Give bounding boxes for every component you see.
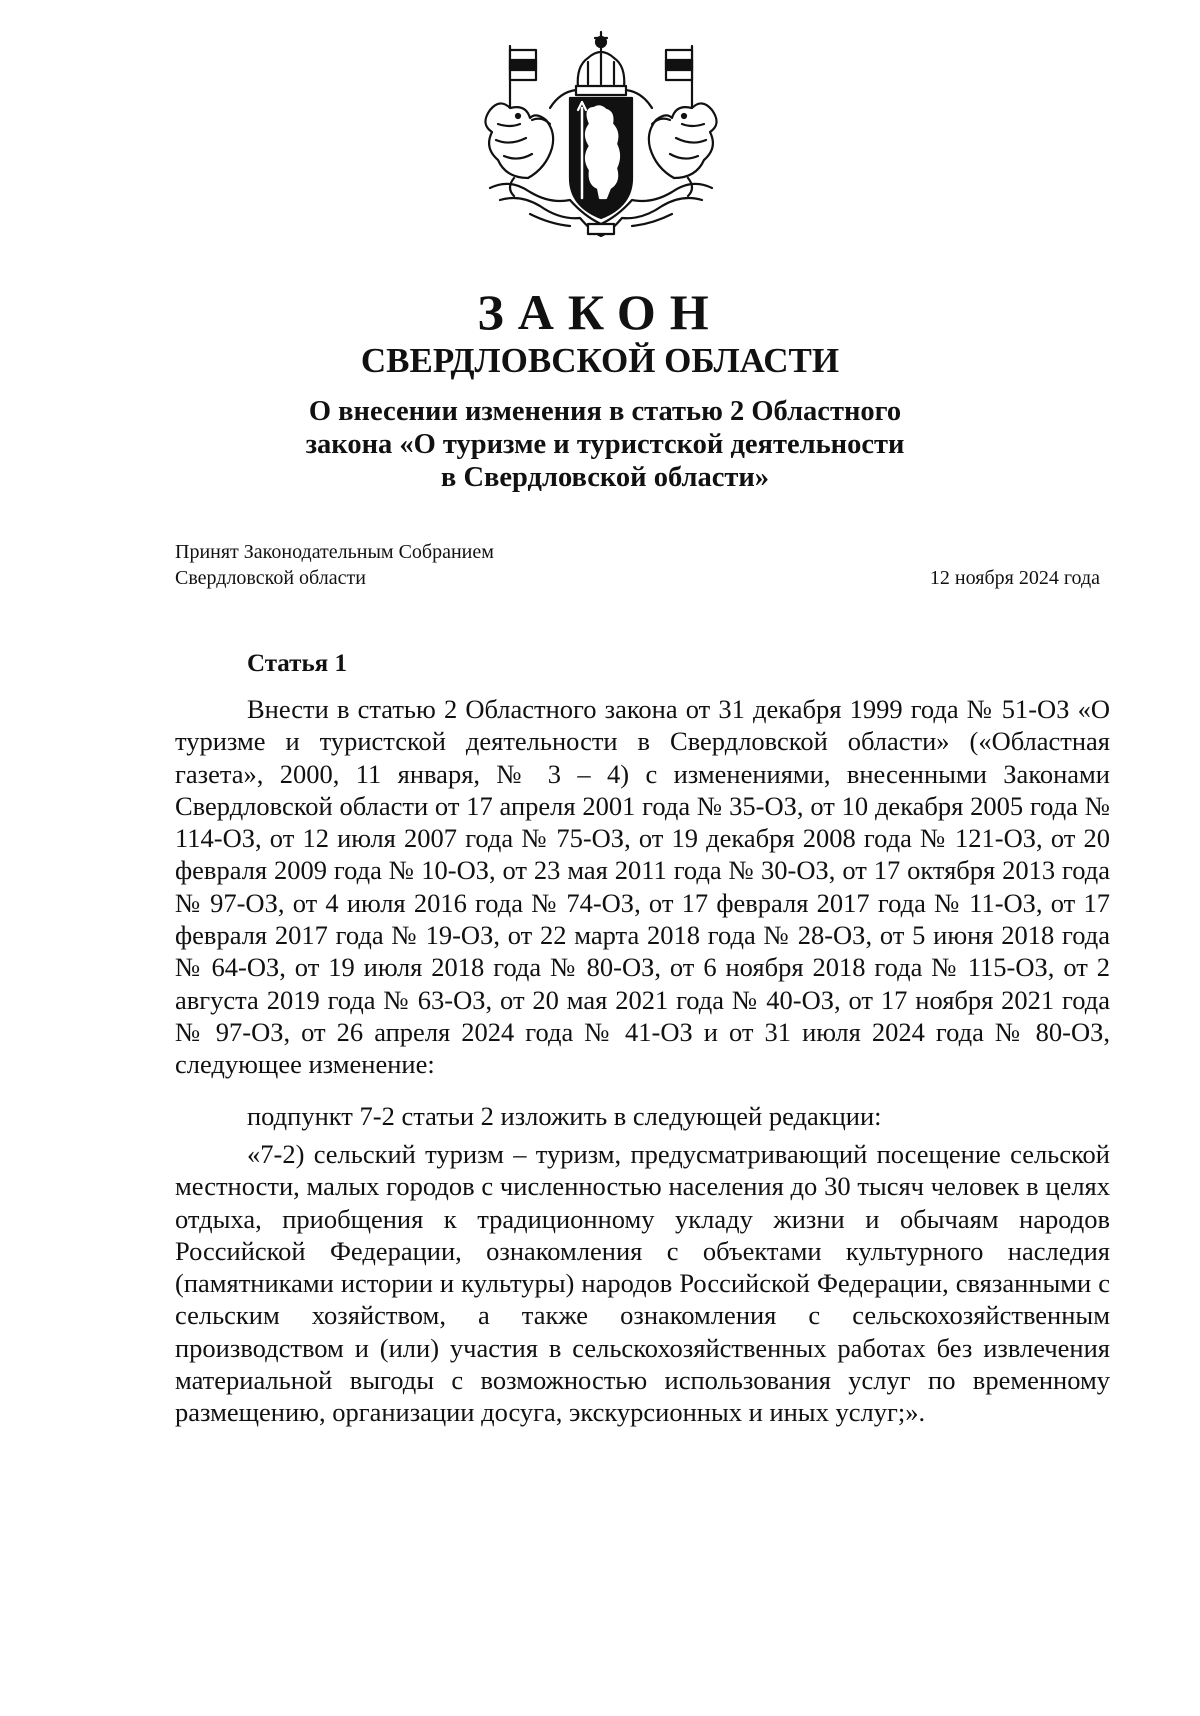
coat-of-arms-icon — [470, 28, 732, 243]
law-name-line: в Свердловской области» — [440, 462, 770, 493]
article-paragraph: «7-2) сельский туризм – туризм, предусматривающий посещение сельской местности, малых городов с численностью населения до 30 тысяч человек в целях отдыха, приобщения к традиционному укладу жизни и обычаям народов Российской Федерации, ознакомления с объектами культурного наследия (памятниками истории и культуры) народов Российской Федерации, связанными с сельским хозяйством, а также ознакомления с сельскохозяйственным производством и (или) участия в сельскохозяйственных работах без извлечения материальной выгоды с возможностью использования услуг по временному размещению, организации досуга, экскурсионных и иных услуг;». — [175, 1139, 1110, 1428]
article-paragraph: Внести в статью 2 Областного закона от 31 декабря 1999 года № 51-ОЗ «О туризме и туристской деятельности в Свердловской области» («Областная газета», 2000, 11 января, № 3 – 4) с изменениями, внесенными Законами Свердловской области от 17 апреля 2001 года № 35-ОЗ, от 10 декабря 2005 года № 114-ОЗ, от 12 июля 2007 года № 75-ОЗ, от 19 декабря 2008 года № 121-ОЗ, от 20 февраля 2009 года № 10-ОЗ, от 23 мая 2011 года № 30-ОЗ, от 17 октября 2013 года № 97-ОЗ, от 4 июля 2016 года № 74-ОЗ, от 17 февраля 2017 года № 11-ОЗ, от 17 февраля 2017 года № 19-ОЗ, от 22 марта 2018 года № 28-ОЗ, от 5 июня 2018 года № 64-ОЗ, от 19 июля 2018 года № 80-ОЗ, от 6 ноября 2018 года № 115-ОЗ, от 2 августа 2019 года № 63-ОЗ, от 20 мая 2021 года № 40-ОЗ, от 17 ноября 2021 года № 97-ОЗ, от 26 апреля 2024 года № 41-ОЗ и от 31 июля 2024 года № 80-ОЗ, следующее изменение: — [175, 694, 1110, 1080]
document-subtitle: СВЕРДЛОВСКОЙ ОБЛАСТИ — [360, 341, 840, 380]
law-name-line: закона «О туризме и туристской деятельности — [305, 429, 905, 460]
adoption-line: Принят Законодательным Собранием — [175, 541, 494, 563]
adoption-line: Свердловской области — [175, 567, 366, 589]
article-heading: Статья 1 — [247, 650, 347, 677]
law-name-line: О внесении изменения в статью 2 Областного — [308, 396, 902, 427]
adoption-date: 12 ноября 2024 года — [929, 567, 1100, 589]
document-title: ЗАКОН — [477, 284, 723, 340]
article-paragraph: подпункт 7-2 статьи 2 изложить в следующей редакции: — [247, 1101, 882, 1131]
adoption-statement — [175, 539, 494, 591]
law-name — [240, 395, 970, 494]
